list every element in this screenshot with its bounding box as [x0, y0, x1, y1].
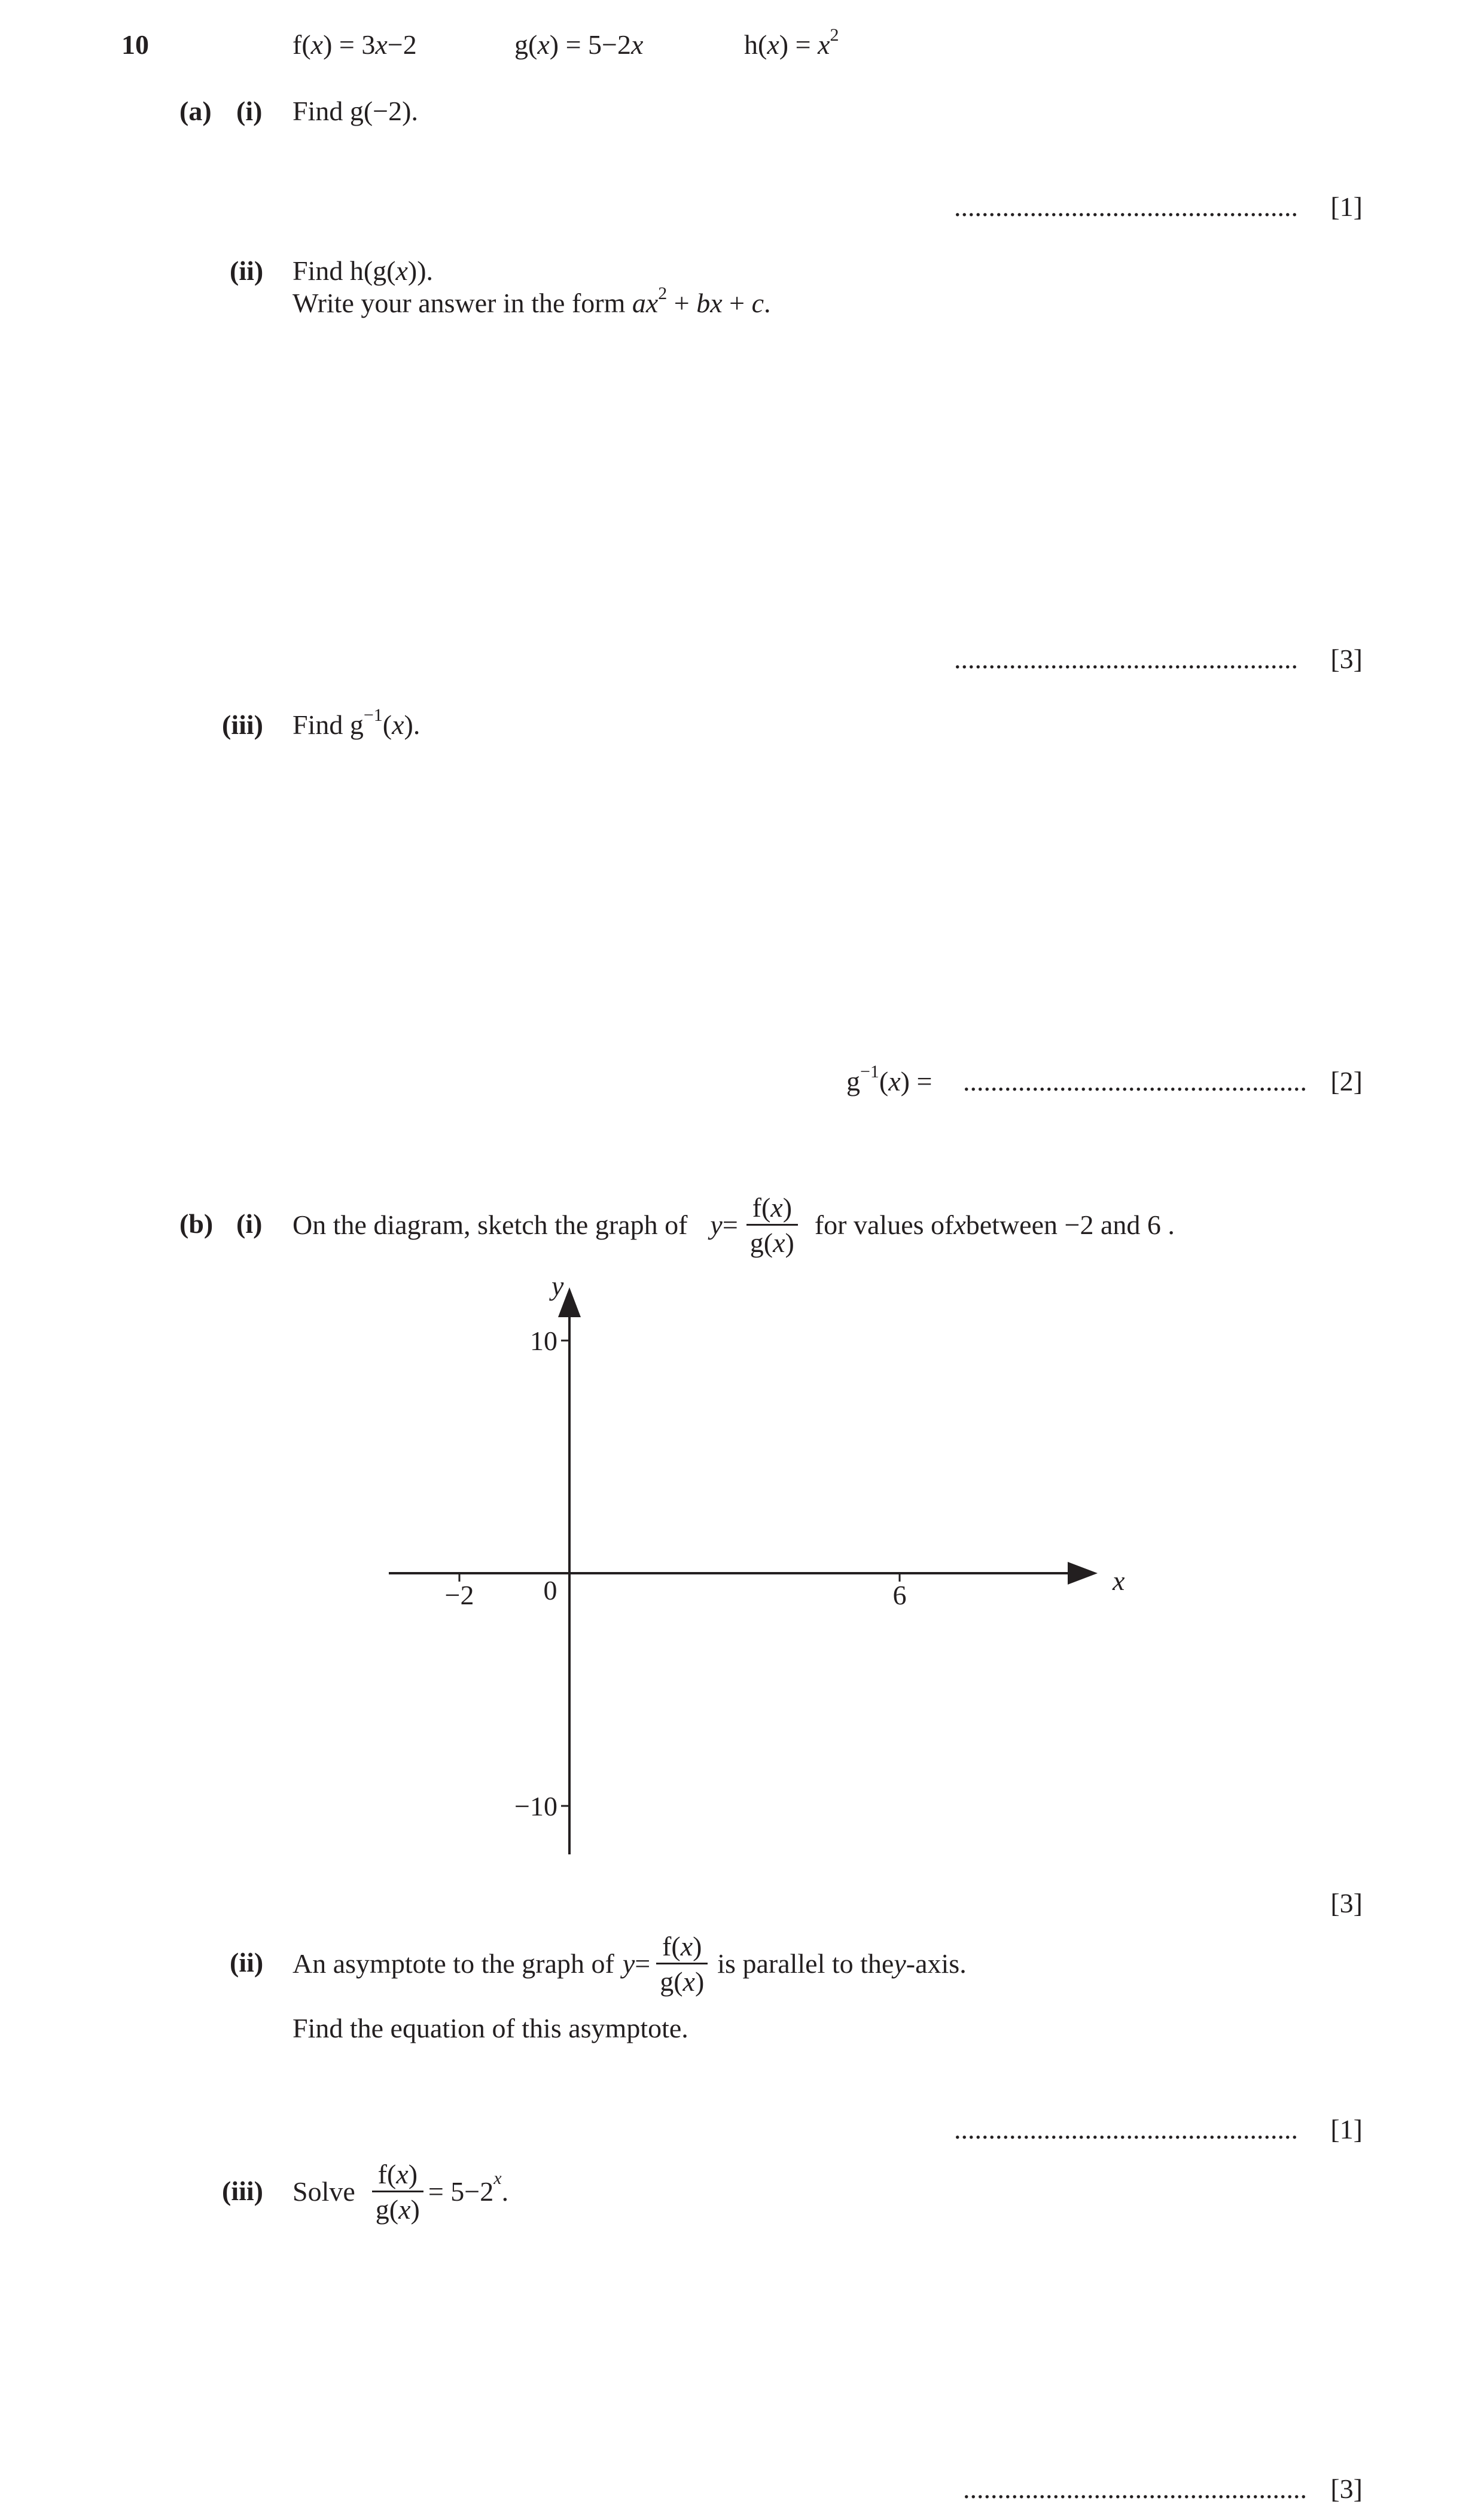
x-axis-label: x [1113, 1565, 1125, 1596]
part-b-i-fraction: $\frac{f(x)}{g(x)}$ [746, 1194, 798, 1257]
part-a-ii-label: (ii) [230, 255, 264, 286]
part-a-i-label: (i) [236, 96, 263, 126]
origin-label: 0 [543, 1575, 557, 1606]
part-b-i-marks: [3] [1330, 1888, 1363, 1918]
part-a-iii-answer-line[interactable]: .................................................. [963, 1066, 1307, 1096]
part-a-iii-question: Find $g^{-1}(x)$. [292, 705, 420, 740]
part-b-ii-fraction: $\frac{f(x)}{g(x)}$ [656, 1933, 708, 1996]
part-b-i-label: (i) [236, 1208, 263, 1239]
function-h-definition: $h(x) = x^2$ [744, 25, 839, 60]
part-b-iii-question: Solve $\frac{f(x)}{g(x)}$ = 5−2 x . [292, 2158, 509, 2225]
part-a-iii-label: (iii) [222, 709, 263, 740]
function-f-definition: f(x) = 3x−2 [292, 29, 417, 60]
part-a-ii-question-line1: Find h(g(x)). [292, 255, 434, 286]
part-b-ii-marks: [1] [1330, 2114, 1363, 2144]
part-b-iii-marks: [3] [1330, 2473, 1363, 2504]
part-a-i-question: Find g(−2). [292, 96, 418, 126]
part-a-iii-marks: [2] [1330, 1066, 1363, 1096]
y-tick-label: −10 [514, 1791, 557, 1821]
part-a-ii-answer-line[interactable]: .................................................. [954, 644, 1298, 674]
part-a-i-answer-line[interactable]: .................................................. [954, 191, 1298, 222]
part-b-ii-label: (ii) [230, 1947, 264, 1978]
part-b-iii-answer-line[interactable]: .................................................. [963, 2473, 1307, 2504]
part-b-ii-answer-line[interactable]: .................................................. [954, 2114, 1298, 2144]
part-a-label: (a) [179, 96, 212, 126]
part-a-i-marks: [1] [1330, 191, 1363, 222]
part-b-iii-label: (iii) [222, 2176, 263, 2206]
sketch-axes-diagram[interactable] [359, 1256, 1136, 1854]
part-b-ii-instruction: Find the equation of this asymptote. [292, 2013, 688, 2043]
x-axis-arrow [1068, 1562, 1098, 1585]
part-b-ii-question: An asymptote to the graph of y = $\frac{f(x)}{g(x)}$ is parallel to the y -axis. [292, 1930, 967, 1997]
x-tick-label: −2 [444, 1580, 474, 1610]
part-a-ii-marks: [3] [1330, 644, 1363, 674]
function-g-definition: g(x) = 5−2x [514, 29, 644, 60]
y-axis-label: y [551, 1271, 564, 1301]
part-a-iii-answer-prefix: $g^{-1}(x)$ = [846, 1062, 933, 1096]
part-b-iii-fraction: $\frac{f(x)}{g(x)}$ [372, 2161, 423, 2223]
question-number: 10 [121, 29, 149, 60]
part-a-ii-question-line2: Write your answer in the form $ax^2$ + bx + c. [292, 284, 771, 318]
y-tick-label: 10 [530, 1326, 557, 1356]
part-b-label: (b) [179, 1208, 214, 1239]
part-b-i-question: On the diagram, sketch the graph of y = $\frac{f(x)}{g(x)}$ for values of x between −2 and 6 . [292, 1192, 1175, 1258]
x-tick-label: 6 [892, 1580, 907, 1610]
